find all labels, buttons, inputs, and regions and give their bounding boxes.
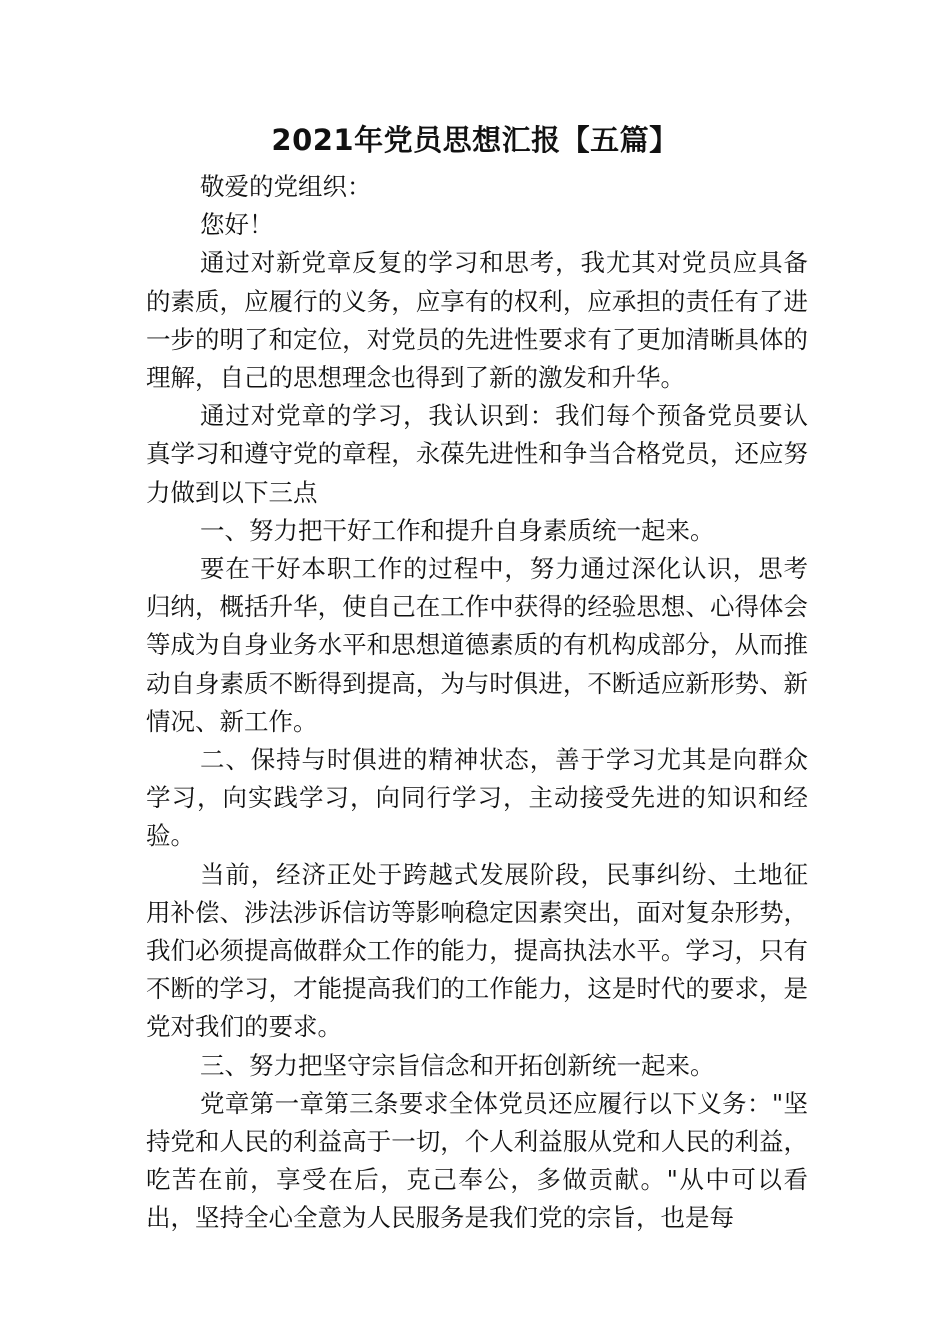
document-body [146,168,808,1238]
section-heading-3: 三、努力把坚守宗旨信念和开拓创新统一起来。 [200,1050,715,1080]
salutation: 敬爱的党组织： [200,172,372,201]
document-title: 2021年党员思想汇报【五篇】 [271,123,679,157]
paragraph: 通过对新党章反复的学习和思考，我尤其对党员应具备的素质，应履行的义务，应享有的权利，应承担的责任有了进一步的明了和定位，对党员的先进性要求有了更加清晰具体的理解，自己的思想理念也得到了新的激发和升华。 [146,248,808,393]
paragraph: 当前，经济正处于跨越式发展阶段，民事纠纷、土地征用补偿、涉法涉诉信访等影响稳定因素突出，面对复杂形势，我们必须提高做群众工作的能力，提高执法水平。学习，只有不断的学习，才能提高我们的工作能力，这是时代的要求，是党对我们的要求。 [146,859,808,1042]
paragraph: 通过对党章的学习，我认识到：我们每个预备党员要认真学习和遵守党的章程，永葆先进性和争当合格党员，还应努力做到以下三点 [146,401,808,507]
greeting: 您好！ [200,210,274,240]
paragraph: 要在干好本职工作的过程中，努力通过深化认识，思考归纳，概括升华，使自己在工作中获得的经验思想、心得体会等成为自身业务水平和思想道德素质的有机构成部分，从而推动自身素质不断得到提高，为与时俱进，不断适应新形势、新情况、新工作。 [146,554,808,736]
section-heading-1: 一、努力把干好工作和提升自身素质统一起来。 [200,515,715,545]
section-heading-2: 二、保持与时俱进的精神状态，善于学习尤其是向群众学习，向实践学习，向同行学习，主动接受先进的知识和经验。 [146,745,808,851]
paragraph: 党章第一章第三条要求全体党员还应履行以下义务："坚持党和人民的利益高于一切，个人利益服从党和人民的利益，吃苦在前，享受在后，克己奉公，多做贡献。"从中可以看出，坚持全心全意为人民服务是我们党的宗旨，也是每 [146,1088,808,1233]
